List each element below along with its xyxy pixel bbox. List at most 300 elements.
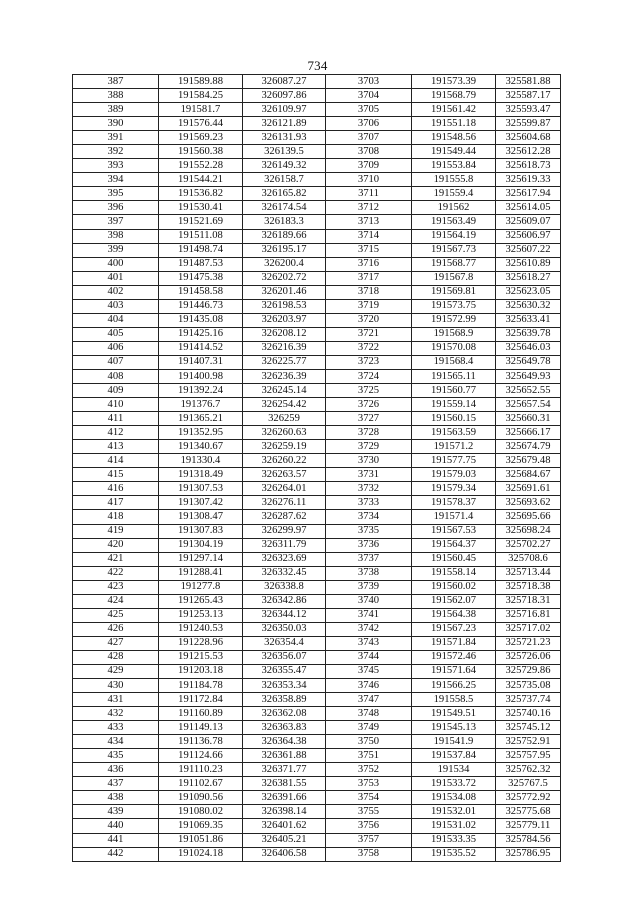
x-coordinate-left-cell: 191521.69	[159, 215, 243, 229]
x-coordinate-left-cell: 191365.21	[159, 412, 243, 426]
y-coordinate-left-cell: 326276.11	[243, 496, 326, 510]
y-coordinate-left-cell: 326245.14	[243, 384, 326, 398]
point-number-right-cell: 3729	[326, 440, 412, 454]
point-number-left-cell: 428	[73, 650, 159, 664]
x-coordinate-right-cell: 191551.18	[412, 117, 496, 131]
point-number-right-cell: 3728	[326, 426, 412, 440]
point-number-right-cell: 3725	[326, 384, 412, 398]
x-coordinate-right-cell: 191571.4	[412, 510, 496, 524]
point-number-left-cell: 416	[73, 482, 159, 496]
point-number-left-cell: 418	[73, 510, 159, 524]
y-coordinate-right-cell: 325639.78	[496, 327, 561, 341]
point-number-right-cell: 3735	[326, 524, 412, 538]
y-coordinate-left-cell: 326208.12	[243, 327, 326, 341]
table-row	[73, 285, 561, 299]
x-coordinate-left-cell: 191414.52	[159, 341, 243, 355]
point-number-left-cell: 431	[73, 693, 159, 707]
point-number-right-cell: 3736	[326, 538, 412, 552]
y-coordinate-left-cell: 326260.22	[243, 454, 326, 468]
x-coordinate-left-cell: 191511.08	[159, 229, 243, 243]
table-row	[73, 173, 561, 187]
point-number-left-cell: 430	[73, 679, 159, 693]
point-number-left-cell: 435	[73, 749, 159, 763]
x-coordinate-right-cell: 191564.38	[412, 608, 496, 622]
x-coordinate-right-cell: 191578.37	[412, 496, 496, 510]
x-coordinate-left-cell: 191498.74	[159, 243, 243, 257]
y-coordinate-right-cell: 325587.17	[496, 89, 561, 103]
point-number-right-cell: 3718	[326, 285, 412, 299]
y-coordinate-right-cell: 325752.91	[496, 735, 561, 749]
y-coordinate-right-cell: 325735.08	[496, 679, 561, 693]
y-coordinate-right-cell: 325581.88	[496, 75, 561, 89]
y-coordinate-right-cell: 325623.05	[496, 285, 561, 299]
x-coordinate-right-cell: 191571.64	[412, 664, 496, 678]
y-coordinate-right-cell: 325630.32	[496, 299, 561, 313]
x-coordinate-left-cell: 191552.28	[159, 159, 243, 173]
y-coordinate-right-cell: 325612.28	[496, 145, 561, 159]
x-coordinate-right-cell: 191577.75	[412, 454, 496, 468]
table-row	[73, 510, 561, 524]
point-number-right-cell: 3733	[326, 496, 412, 510]
point-number-left-cell: 389	[73, 103, 159, 117]
point-number-right-cell: 3708	[326, 145, 412, 159]
point-number-left-cell: 436	[73, 763, 159, 777]
y-coordinate-left-cell: 326225.77	[243, 355, 326, 369]
x-coordinate-right-cell: 191564.37	[412, 538, 496, 552]
point-number-right-cell: 3714	[326, 229, 412, 243]
y-coordinate-right-cell: 325679.48	[496, 454, 561, 468]
table-row	[73, 580, 561, 594]
point-number-left-cell: 420	[73, 538, 159, 552]
point-number-right-cell: 3713	[326, 215, 412, 229]
table-row	[73, 131, 561, 145]
x-coordinate-right-cell: 191533.35	[412, 833, 496, 847]
y-coordinate-left-cell: 326405.21	[243, 833, 326, 847]
x-coordinate-left-cell: 191352.95	[159, 426, 243, 440]
table-row	[73, 440, 561, 454]
table-row	[73, 89, 561, 103]
point-number-left-cell: 391	[73, 131, 159, 145]
y-coordinate-right-cell: 325684.67	[496, 468, 561, 482]
y-coordinate-left-cell: 326361.88	[243, 749, 326, 763]
y-coordinate-right-cell: 325666.17	[496, 426, 561, 440]
point-number-left-cell: 387	[73, 75, 159, 89]
table-row	[73, 201, 561, 215]
table-row	[73, 735, 561, 749]
table-row	[73, 271, 561, 285]
x-coordinate-right-cell: 191553.84	[412, 159, 496, 173]
y-coordinate-left-cell: 326260.63	[243, 426, 326, 440]
y-coordinate-right-cell: 325737.74	[496, 693, 561, 707]
point-number-right-cell: 3751	[326, 749, 412, 763]
x-coordinate-left-cell: 191435.08	[159, 313, 243, 327]
y-coordinate-left-cell: 326401.62	[243, 819, 326, 833]
x-coordinate-right-cell: 191548.56	[412, 131, 496, 145]
y-coordinate-right-cell: 325695.66	[496, 510, 561, 524]
point-number-right-cell: 3726	[326, 398, 412, 412]
point-number-left-cell: 426	[73, 622, 159, 636]
y-coordinate-right-cell: 325618.27	[496, 271, 561, 285]
point-number-left-cell: 401	[73, 271, 159, 285]
point-number-left-cell: 417	[73, 496, 159, 510]
point-number-right-cell: 3752	[326, 763, 412, 777]
point-number-left-cell: 388	[73, 89, 159, 103]
point-number-right-cell: 3711	[326, 187, 412, 201]
y-coordinate-right-cell: 325610.89	[496, 257, 561, 271]
y-coordinate-right-cell: 325717.02	[496, 622, 561, 636]
y-coordinate-right-cell: 325698.24	[496, 524, 561, 538]
point-number-right-cell: 3721	[326, 327, 412, 341]
point-number-right-cell: 3712	[326, 201, 412, 215]
x-coordinate-right-cell: 191533.72	[412, 777, 496, 791]
x-coordinate-left-cell: 191569.23	[159, 131, 243, 145]
y-coordinate-left-cell: 326254.42	[243, 398, 326, 412]
y-coordinate-left-cell: 326354.4	[243, 636, 326, 650]
x-coordinate-left-cell: 191304.19	[159, 538, 243, 552]
table-row	[73, 496, 561, 510]
point-number-left-cell: 403	[73, 299, 159, 313]
x-coordinate-left-cell: 191407.31	[159, 355, 243, 369]
x-coordinate-left-cell: 191069.35	[159, 819, 243, 833]
point-number-left-cell: 395	[73, 187, 159, 201]
y-coordinate-right-cell: 325721.23	[496, 636, 561, 650]
point-number-left-cell: 421	[73, 552, 159, 566]
x-coordinate-left-cell: 191288.41	[159, 566, 243, 580]
y-coordinate-right-cell: 325593.47	[496, 103, 561, 117]
point-number-left-cell: 396	[73, 201, 159, 215]
x-coordinate-left-cell: 191149.13	[159, 721, 243, 735]
x-coordinate-right-cell: 191567.53	[412, 524, 496, 538]
y-coordinate-left-cell: 326236.39	[243, 369, 326, 383]
point-number-left-cell: 434	[73, 735, 159, 749]
point-number-left-cell: 394	[73, 173, 159, 187]
point-number-left-cell: 425	[73, 608, 159, 622]
x-coordinate-right-cell: 191545.13	[412, 721, 496, 735]
point-number-right-cell: 3710	[326, 173, 412, 187]
x-coordinate-left-cell: 191589.88	[159, 75, 243, 89]
point-number-right-cell: 3717	[326, 271, 412, 285]
x-coordinate-right-cell: 191537.84	[412, 749, 496, 763]
point-number-left-cell: 407	[73, 355, 159, 369]
x-coordinate-left-cell: 191136.78	[159, 735, 243, 749]
y-coordinate-right-cell: 325718.31	[496, 594, 561, 608]
x-coordinate-left-cell: 191297.14	[159, 552, 243, 566]
y-coordinate-right-cell: 325619.33	[496, 173, 561, 187]
y-coordinate-right-cell: 325767.5	[496, 777, 561, 791]
point-number-left-cell: 433	[73, 721, 159, 735]
point-number-right-cell: 3719	[326, 299, 412, 313]
x-coordinate-left-cell: 191318.49	[159, 468, 243, 482]
y-coordinate-right-cell: 325614.05	[496, 201, 561, 215]
point-number-right-cell: 3747	[326, 693, 412, 707]
y-coordinate-right-cell: 325775.68	[496, 805, 561, 819]
table-row	[73, 693, 561, 707]
y-coordinate-right-cell: 325693.62	[496, 496, 561, 510]
x-coordinate-right-cell: 191563.59	[412, 426, 496, 440]
table-row	[73, 426, 561, 440]
y-coordinate-right-cell: 325599.87	[496, 117, 561, 131]
x-coordinate-left-cell: 191560.38	[159, 145, 243, 159]
table-row	[73, 566, 561, 580]
y-coordinate-left-cell: 326195.17	[243, 243, 326, 257]
y-coordinate-left-cell: 326363.83	[243, 721, 326, 735]
x-coordinate-right-cell: 191567.73	[412, 243, 496, 257]
x-coordinate-right-cell: 191560.15	[412, 412, 496, 426]
point-number-left-cell: 415	[73, 468, 159, 482]
y-coordinate-right-cell: 325757.95	[496, 749, 561, 763]
y-coordinate-right-cell: 325772.92	[496, 791, 561, 805]
y-coordinate-left-cell: 326264.01	[243, 482, 326, 496]
y-coordinate-right-cell: 325691.61	[496, 482, 561, 496]
x-coordinate-left-cell: 191487.53	[159, 257, 243, 271]
point-number-right-cell: 3704	[326, 89, 412, 103]
point-number-left-cell: 432	[73, 707, 159, 721]
table-row	[73, 355, 561, 369]
x-coordinate-left-cell: 191330.4	[159, 454, 243, 468]
y-coordinate-left-cell: 326109.97	[243, 103, 326, 117]
y-coordinate-right-cell: 325617.94	[496, 187, 561, 201]
point-number-right-cell: 3738	[326, 566, 412, 580]
y-coordinate-right-cell: 325649.93	[496, 369, 561, 383]
point-number-right-cell: 3716	[326, 257, 412, 271]
point-number-right-cell: 3715	[326, 243, 412, 257]
table-row	[73, 622, 561, 636]
x-coordinate-left-cell: 191307.83	[159, 524, 243, 538]
x-coordinate-right-cell: 191579.03	[412, 468, 496, 482]
point-number-right-cell: 3754	[326, 791, 412, 805]
table-row	[73, 412, 561, 426]
point-number-left-cell: 422	[73, 566, 159, 580]
table-row	[73, 707, 561, 721]
point-number-right-cell: 3749	[326, 721, 412, 735]
point-number-right-cell: 3743	[326, 636, 412, 650]
y-coordinate-right-cell: 325779.11	[496, 819, 561, 833]
point-number-left-cell: 414	[73, 454, 159, 468]
point-number-left-cell: 390	[73, 117, 159, 131]
y-coordinate-left-cell: 326342.86	[243, 594, 326, 608]
point-number-right-cell: 3722	[326, 341, 412, 355]
point-number-left-cell: 437	[73, 777, 159, 791]
y-coordinate-right-cell: 325633.41	[496, 313, 561, 327]
y-coordinate-left-cell: 326174.54	[243, 201, 326, 215]
y-coordinate-left-cell: 326158.7	[243, 173, 326, 187]
table-row	[73, 763, 561, 777]
x-coordinate-right-cell: 191573.75	[412, 299, 496, 313]
y-coordinate-left-cell: 326149.32	[243, 159, 326, 173]
point-number-right-cell: 3750	[326, 735, 412, 749]
x-coordinate-left-cell: 191581.7	[159, 103, 243, 117]
x-coordinate-left-cell: 191090.56	[159, 791, 243, 805]
table-row	[73, 327, 561, 341]
y-coordinate-left-cell: 326097.86	[243, 89, 326, 103]
table-row	[73, 791, 561, 805]
table-row	[73, 482, 561, 496]
x-coordinate-left-cell: 191400.98	[159, 369, 243, 383]
y-coordinate-left-cell: 326131.93	[243, 131, 326, 145]
y-coordinate-left-cell: 326203.97	[243, 313, 326, 327]
y-coordinate-left-cell: 326398.14	[243, 805, 326, 819]
x-coordinate-right-cell: 191566.25	[412, 679, 496, 693]
x-coordinate-right-cell: 191558.5	[412, 693, 496, 707]
y-coordinate-left-cell: 326259	[243, 412, 326, 426]
point-number-left-cell: 419	[73, 524, 159, 538]
x-coordinate-left-cell: 191530.41	[159, 201, 243, 215]
point-number-right-cell: 3731	[326, 468, 412, 482]
table-row	[73, 103, 561, 117]
x-coordinate-left-cell: 191184.78	[159, 679, 243, 693]
y-coordinate-right-cell: 325713.44	[496, 566, 561, 580]
y-coordinate-left-cell: 326121.89	[243, 117, 326, 131]
x-coordinate-left-cell: 191392.24	[159, 384, 243, 398]
x-coordinate-right-cell: 191558.14	[412, 566, 496, 580]
point-number-right-cell: 3727	[326, 412, 412, 426]
x-coordinate-left-cell: 191446.73	[159, 299, 243, 313]
point-number-left-cell: 411	[73, 412, 159, 426]
y-coordinate-left-cell: 326200.4	[243, 257, 326, 271]
x-coordinate-right-cell: 191534.08	[412, 791, 496, 805]
point-number-left-cell: 400	[73, 257, 159, 271]
y-coordinate-left-cell: 326299.97	[243, 524, 326, 538]
x-coordinate-right-cell: 191535.52	[412, 847, 496, 861]
point-number-right-cell: 3709	[326, 159, 412, 173]
point-number-left-cell: 399	[73, 243, 159, 257]
x-coordinate-left-cell: 191584.25	[159, 89, 243, 103]
y-coordinate-left-cell: 326263.57	[243, 468, 326, 482]
y-coordinate-right-cell: 325726.06	[496, 650, 561, 664]
x-coordinate-right-cell: 191560.45	[412, 552, 496, 566]
x-coordinate-right-cell: 191569.81	[412, 285, 496, 299]
y-coordinate-right-cell: 325716.81	[496, 608, 561, 622]
point-number-left-cell: 410	[73, 398, 159, 412]
table-row	[73, 398, 561, 412]
point-number-right-cell: 3741	[326, 608, 412, 622]
point-number-right-cell: 3753	[326, 777, 412, 791]
table-row	[73, 341, 561, 355]
table-row	[73, 819, 561, 833]
y-coordinate-left-cell: 326381.55	[243, 777, 326, 791]
table-body	[73, 75, 561, 862]
y-coordinate-right-cell: 325718.38	[496, 580, 561, 594]
x-coordinate-right-cell: 191568.79	[412, 89, 496, 103]
y-coordinate-right-cell: 325762.32	[496, 763, 561, 777]
x-coordinate-right-cell: 191567.8	[412, 271, 496, 285]
point-number-left-cell: 427	[73, 636, 159, 650]
y-coordinate-left-cell: 326332.45	[243, 566, 326, 580]
x-coordinate-right-cell: 191532.01	[412, 805, 496, 819]
point-number-left-cell: 408	[73, 369, 159, 383]
y-coordinate-left-cell: 326406.58	[243, 847, 326, 861]
y-coordinate-left-cell: 326087.27	[243, 75, 326, 89]
y-coordinate-left-cell: 326201.46	[243, 285, 326, 299]
table-row	[73, 145, 561, 159]
point-number-right-cell: 3737	[326, 552, 412, 566]
point-number-right-cell: 3755	[326, 805, 412, 819]
point-number-left-cell: 413	[73, 440, 159, 454]
point-number-right-cell: 3734	[326, 510, 412, 524]
y-coordinate-left-cell: 326391.66	[243, 791, 326, 805]
x-coordinate-left-cell: 191253.13	[159, 608, 243, 622]
x-coordinate-left-cell: 191172.84	[159, 693, 243, 707]
y-coordinate-right-cell: 325609.07	[496, 215, 561, 229]
y-coordinate-right-cell: 325702.27	[496, 538, 561, 552]
y-coordinate-left-cell: 326216.39	[243, 341, 326, 355]
point-number-left-cell: 424	[73, 594, 159, 608]
x-coordinate-right-cell: 191572.99	[412, 313, 496, 327]
point-number-left-cell: 438	[73, 791, 159, 805]
point-number-left-cell: 405	[73, 327, 159, 341]
table-row	[73, 847, 561, 861]
y-coordinate-left-cell: 326287.62	[243, 510, 326, 524]
x-coordinate-right-cell: 191549.51	[412, 707, 496, 721]
y-coordinate-left-cell: 326202.72	[243, 271, 326, 285]
point-number-right-cell: 3748	[326, 707, 412, 721]
point-number-right-cell: 3705	[326, 103, 412, 117]
table-row	[73, 552, 561, 566]
point-number-right-cell: 3732	[326, 482, 412, 496]
x-coordinate-left-cell: 191215.53	[159, 650, 243, 664]
table-row	[73, 833, 561, 847]
y-coordinate-left-cell: 326165.82	[243, 187, 326, 201]
point-number-right-cell: 3740	[326, 594, 412, 608]
y-coordinate-left-cell: 326338.8	[243, 580, 326, 594]
x-coordinate-left-cell: 191576.44	[159, 117, 243, 131]
x-coordinate-right-cell: 191559.4	[412, 187, 496, 201]
point-number-right-cell: 3757	[326, 833, 412, 847]
table-row	[73, 805, 561, 819]
table-row	[73, 243, 561, 257]
table-row	[73, 75, 561, 89]
coordinates-table	[72, 74, 561, 862]
table-row	[73, 608, 561, 622]
x-coordinate-left-cell: 191475.38	[159, 271, 243, 285]
x-coordinate-right-cell: 191555.8	[412, 173, 496, 187]
x-coordinate-left-cell: 191102.67	[159, 777, 243, 791]
x-coordinate-left-cell: 191277.8	[159, 580, 243, 594]
x-coordinate-left-cell: 191536.82	[159, 187, 243, 201]
y-coordinate-left-cell: 326323.69	[243, 552, 326, 566]
x-coordinate-right-cell: 191579.34	[412, 482, 496, 496]
table-row	[73, 384, 561, 398]
x-coordinate-right-cell: 191531.02	[412, 819, 496, 833]
point-number-left-cell: 397	[73, 215, 159, 229]
x-coordinate-left-cell: 191160.89	[159, 707, 243, 721]
x-coordinate-left-cell: 191308.47	[159, 510, 243, 524]
y-coordinate-right-cell: 325660.31	[496, 412, 561, 426]
y-coordinate-left-cell: 326358.89	[243, 693, 326, 707]
x-coordinate-left-cell: 191376.7	[159, 398, 243, 412]
point-number-left-cell: 392	[73, 145, 159, 159]
point-number-right-cell: 3723	[326, 355, 412, 369]
x-coordinate-left-cell: 191051.86	[159, 833, 243, 847]
point-number-right-cell: 3756	[326, 819, 412, 833]
x-coordinate-right-cell: 191561.42	[412, 103, 496, 117]
y-coordinate-left-cell: 326183.3	[243, 215, 326, 229]
point-number-left-cell: 402	[73, 285, 159, 299]
page-number: 734	[307, 58, 328, 73]
table-row	[73, 594, 561, 608]
y-coordinate-right-cell: 325740.16	[496, 707, 561, 721]
x-coordinate-right-cell: 191568.9	[412, 327, 496, 341]
y-coordinate-right-cell: 325657.54	[496, 398, 561, 412]
y-coordinate-left-cell: 326259.19	[243, 440, 326, 454]
table-row	[73, 187, 561, 201]
point-number-left-cell: 439	[73, 805, 159, 819]
x-coordinate-left-cell: 191024.18	[159, 847, 243, 861]
table-row	[73, 369, 561, 383]
y-coordinate-left-cell: 326311.79	[243, 538, 326, 552]
x-coordinate-right-cell: 191571.84	[412, 636, 496, 650]
x-coordinate-right-cell: 191562	[412, 201, 496, 215]
